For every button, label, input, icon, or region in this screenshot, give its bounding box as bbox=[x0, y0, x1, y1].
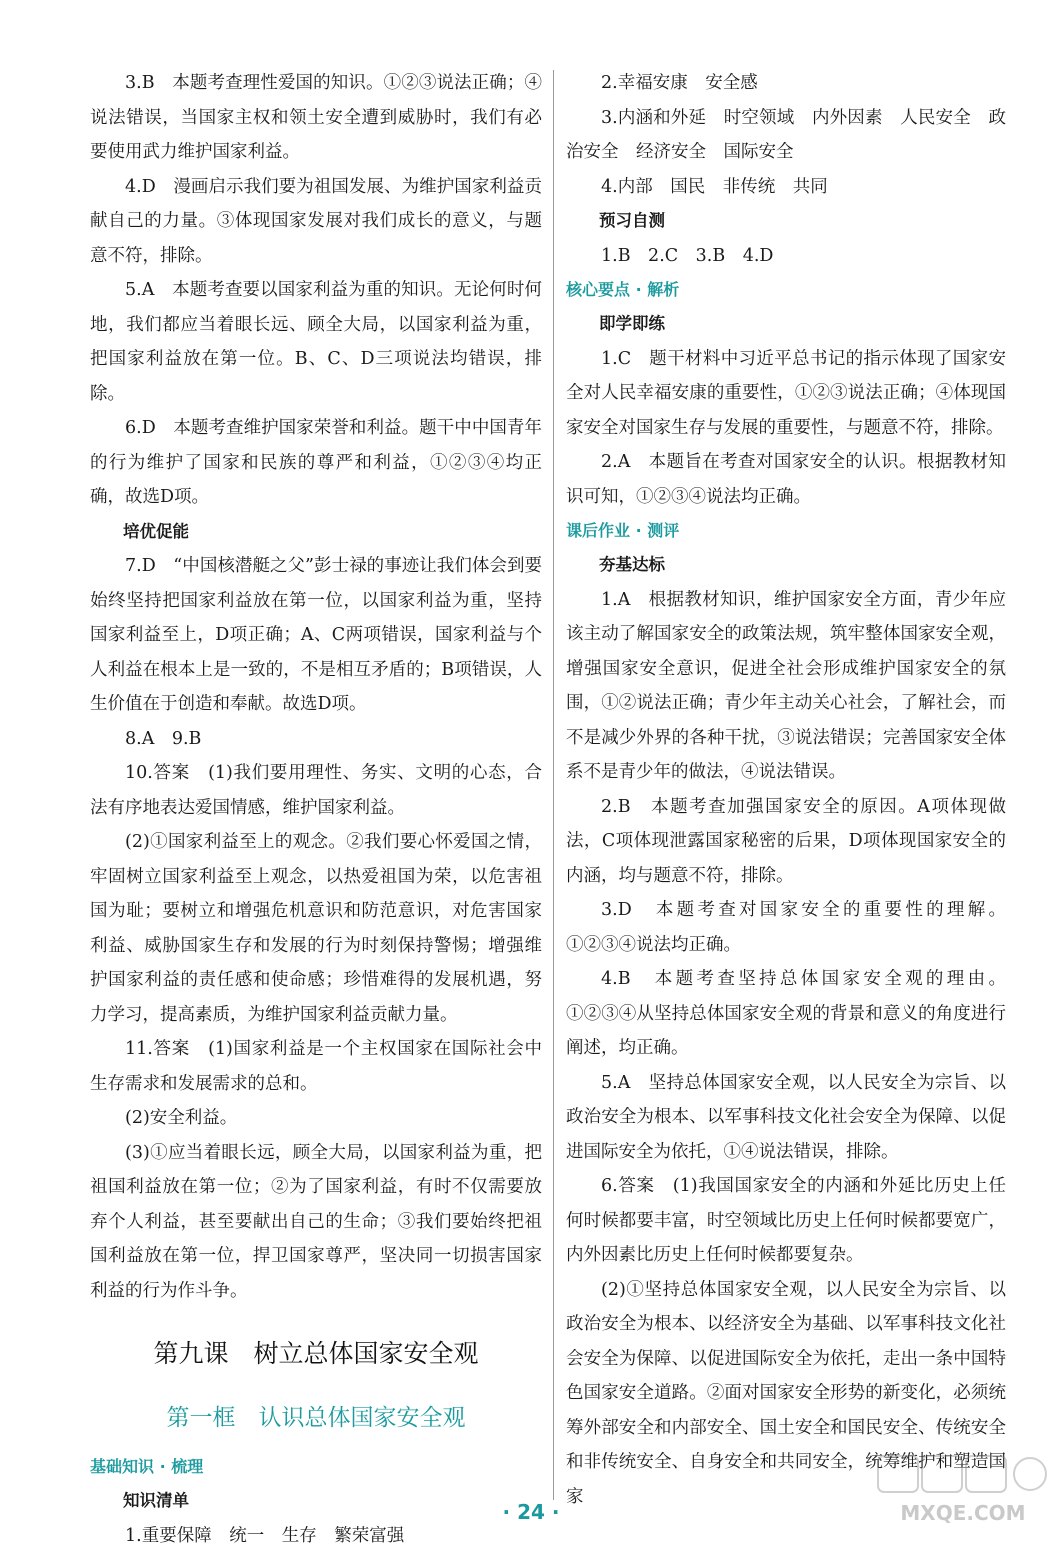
lesson-title: 第九课 树立总体国家安全观 bbox=[90, 1334, 542, 1374]
section-label-jichu: 基础知识 · 梳理 bbox=[90, 1450, 542, 1484]
answer-10-part2: (2)①国家利益至上的观念。②我们要心怀爱国之情，牢固树立国家利益至上观念，以热爱祖国为荣，以危害祖国为耻；要树立和增强危机意识和防范意识，对危害国家利益、威胁国家生存和发展的行为时刻保持警惕；增强维护国家利益的责任感和使命感；珍惜难得的发展机遇，努力学习，提高素质，为维护国家利益贡献力量。 bbox=[90, 825, 542, 1032]
practice-answer-2: 2.A 本题旨在考查对国家安全的认识。根据教材知识可知，①②③④说法均正确。 bbox=[566, 445, 1006, 514]
subheading-hangji: 夯基达标 bbox=[599, 548, 1006, 583]
answer-5: 5.A 本题考查要以国家利益为重的知识。无论何时何地，我们都应当着眼长远、顾全大局，以国家利益为重，把国家利益放在第一位。B、C、D三项说法均错误，排除。 bbox=[90, 273, 542, 411]
section-title: 第一框 认识总体国家安全观 bbox=[90, 1398, 542, 1438]
knowledge-item-4: 4.内部 国民 非传统 共同 bbox=[566, 170, 1006, 205]
knowledge-item-2: 2.幸福安康 安全感 bbox=[566, 66, 1006, 101]
knowledge-item-3: 3.内涵和外延 时空领域 内外因素 人民安全 政治安全 经济安全 国际安全 bbox=[566, 101, 1006, 170]
practice-answer-1: 1.C 题干材料中习近平总书记的指示体现了国家安全对人民幸福安康的重要性，①②③说法正确；④体现国家安全对国家生存与发展的重要性，与题意不符，排除。 bbox=[566, 342, 1006, 446]
homework-answer-4: 4.B 本题考查坚持总体国家安全观的理由。①②③④从坚持总体国家安全观的背景和意义的角度进行阐述，均正确。 bbox=[566, 962, 1006, 1066]
section-label-kehou: 课后作业 · 测评 bbox=[566, 514, 1006, 548]
homework-answer-6-part1: 6.答案 (1)我国国家安全的内涵和外延比历史上任何时候都要丰富，时空领域比历史上任何时候都要宽广，内外因素比历史上任何时候都要复杂。 bbox=[566, 1169, 1006, 1273]
subheading-peiyou: 培优促能 bbox=[123, 515, 542, 550]
page-number: · 24 · bbox=[0, 1500, 1062, 1524]
homework-answer-5: 5.A 坚持总体国家安全观，以人民安全为宗旨、以政治安全为根本、以军事科技文化社会安全为保障、以促进国际安全为依托，①④说法错误，排除。 bbox=[566, 1066, 1006, 1170]
answer-8-9: 8.A 9.B bbox=[90, 722, 542, 757]
right-column bbox=[566, 66, 1006, 1514]
answer-11-part3: (3)①应当着眼长远，顾全大局，以国家利益为重，把祖国利益放在第一位；②为了国家利益，有时不仅需要放弃个人利益，甚至要献出自己的生命；③我们要始终把祖国利益放在第一位，捍卫国家尊严，坚决同一切损害国家利益的行为作斗争。 bbox=[90, 1136, 542, 1309]
homework-answer-6-part2: (2)①坚持总体国家安全观，以人民安全为宗旨、以政治安全为根本、以经济安全为基础、以军事科技文化社会安全为保障、以促进国际安全为依托，走出一条中国特色国家安全道路。②面对国家安全形势的新变化，必须统筹外部安全和内部安全、国土安全和国民安全、传统安全和非传统安全、自身安全和共同安全，统筹维护和塑造国家 bbox=[566, 1273, 1006, 1515]
preview-answers: 1.B 2.C 3.B 4.D bbox=[566, 239, 1006, 274]
answer-10-part1: 10.答案 (1)我们要用理性、务实、文明的心态，合法有序地表达爱国情感，维护国家利益。 bbox=[90, 756, 542, 825]
svg-text:MXQE.COM: MXQE.COM bbox=[900, 1501, 1025, 1525]
homework-answer-1: 1.A 根据教材知识，维护国家安全方面，青少年应该主动了解国家安全的政策法规，筑牢整体国家安全观，增强国家安全意识，促进全社会形成维护国家安全的氛围，①②说法正确；青少年主动关心社会，了解社会，而不是减少外界的各种干扰，③说法错误；完善国家安全体系不是青少年的做法，④说法错误。 bbox=[566, 583, 1006, 790]
answer-6: 6.D 本题考查维护国家荣誉和利益。题干中中国青年的行为维护了国家和民族的尊严和利益，①②③④均正确，故选D项。 bbox=[90, 411, 542, 515]
homework-answer-2: 2.B 本题考查加强国家安全的原因。A项体现做法，C项体现泄露国家秘密的后果，D项体现国家安全的内涵，均与题意不符，排除。 bbox=[566, 790, 1006, 894]
watermark-logo bbox=[874, 1450, 1052, 1528]
answer-3: 3.B 本题考查理性爱国的知识。①②③说法正确；④说法错误，当国家主权和领土安全遭到威胁时，我们有必要使用武力维护国家利益。 bbox=[90, 66, 542, 170]
subheading-jixue: 即学即练 bbox=[599, 307, 1006, 342]
column-divider bbox=[553, 70, 554, 1500]
homework-answer-3: 3.D 本题考查对国家安全的重要性的理解。①②③④说法均正确。 bbox=[566, 893, 1006, 962]
section-label-hexin: 核心要点 · 解析 bbox=[566, 273, 1006, 307]
subheading-zhishi: 知识清单 bbox=[123, 1484, 542, 1519]
answer-7: 7.D “中国核潜艇之父”彭士禄的事迹让我们体会到要始终坚持把国家利益放在第一位，以国家利益为重，坚持国家利益至上，D项正确；A、C两项错误，国家利益与个人利益在根本上是一致的，不是相互矛盾的；B项错误，人生价值在于创造和奉献。故选D项。 bbox=[90, 549, 542, 722]
answer-4: 4.D 漫画启示我们要为祖国发展、为维护国家利益贡献自己的力量。③体现国家发展对我们成长的意义，与题意不符，排除。 bbox=[90, 170, 542, 274]
subheading-yuxi: 预习自测 bbox=[599, 204, 1006, 239]
answer-11-part2: (2)安全利益。 bbox=[90, 1101, 542, 1136]
answer-11-part1: 11.答案 (1)国家利益是一个主权国家在国际社会中生存需求和发展需求的总和。 bbox=[90, 1032, 542, 1101]
left-column bbox=[90, 66, 542, 1553]
knowledge-item-1: 1.重要保障 统一 生存 繁荣富强 bbox=[90, 1519, 542, 1553]
